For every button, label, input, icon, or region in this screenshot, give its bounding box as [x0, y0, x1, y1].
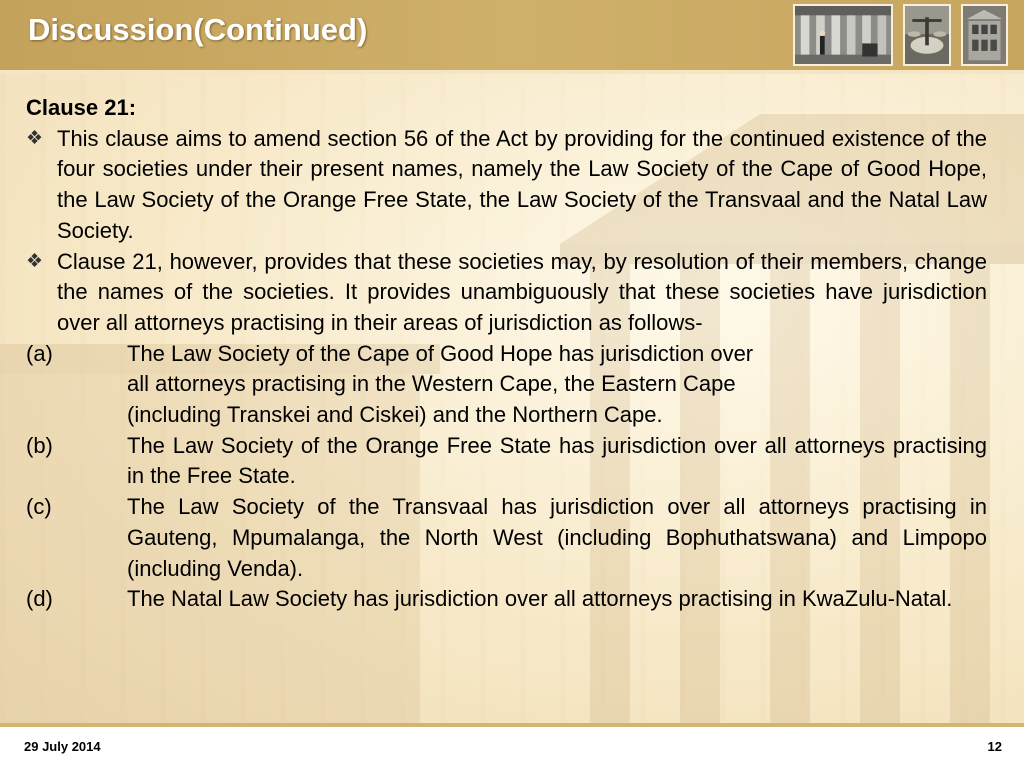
list-item-a	[26, 339, 987, 431]
list-item-c	[26, 492, 987, 584]
list-item-d	[26, 584, 987, 615]
item-label: (b)	[26, 432, 53, 458]
item-label: (c)	[26, 494, 52, 520]
item-label: (a)	[26, 340, 53, 366]
item-line: all attorneys practising in the Western Cape, the Eastern Cape	[127, 371, 736, 397]
clause-heading: Clause 21:	[26, 95, 137, 120]
item-line: The Law Society of the Cape of Good Hope has jurisdiction over	[127, 340, 754, 366]
item-line: (including Transkei and Ciskei) and the Northern Cape.	[127, 402, 663, 428]
court-building-photo	[793, 4, 893, 66]
item-text: The Law Society of the Orange Free State has jurisdiction over all attorneys practising in the Free State.	[127, 432, 987, 489]
slide-header	[0, 0, 1024, 70]
slide-title: Discussion(Continued)	[28, 12, 368, 47]
clause-content	[26, 93, 987, 615]
item-text: The Law Society of the Transvaal has jurisdiction over all attorneys practising in Gauteng, Mpumalanga, the North West (including Bophuthatswana) and Limpopo (including Venda).	[127, 494, 987, 581]
slide-body	[0, 74, 1024, 724]
item-text	[127, 339, 987, 431]
diamond-bullet-icon: ❖	[26, 250, 44, 272]
page-number: 12	[987, 739, 1002, 754]
building-facade-photo	[961, 4, 1008, 66]
bullet-item	[26, 124, 987, 247]
slide-footer	[0, 727, 1024, 768]
footer-date: 29 July 2014	[24, 739, 101, 754]
item-text: The Natal Law Society has jurisdiction over all attorneys practising in KwaZulu-Natal.	[127, 586, 953, 612]
list-item-b	[26, 431, 987, 492]
scales-of-justice-photo	[903, 4, 951, 66]
bullet-item	[26, 247, 987, 339]
bullet-text: Clause 21, however, provides that these societies may, by resolution of their members, change the names of the societies. It provides unambiguously that these societies have jurisdiction over all attorneys practising in their areas of jurisdiction as follows-	[57, 248, 987, 335]
item-label: (d)	[26, 586, 53, 612]
bullet-text: This clause aims to amend section 56 of the Act by providing for the continued existence of the four societies under their present names, namely the Law Society of the Cape of Good Hope, the Law Society of the Orange Free State, the Law Society of the Transvaal and the Natal Law Society.	[57, 125, 987, 243]
diamond-bullet-icon: ❖	[26, 127, 44, 149]
